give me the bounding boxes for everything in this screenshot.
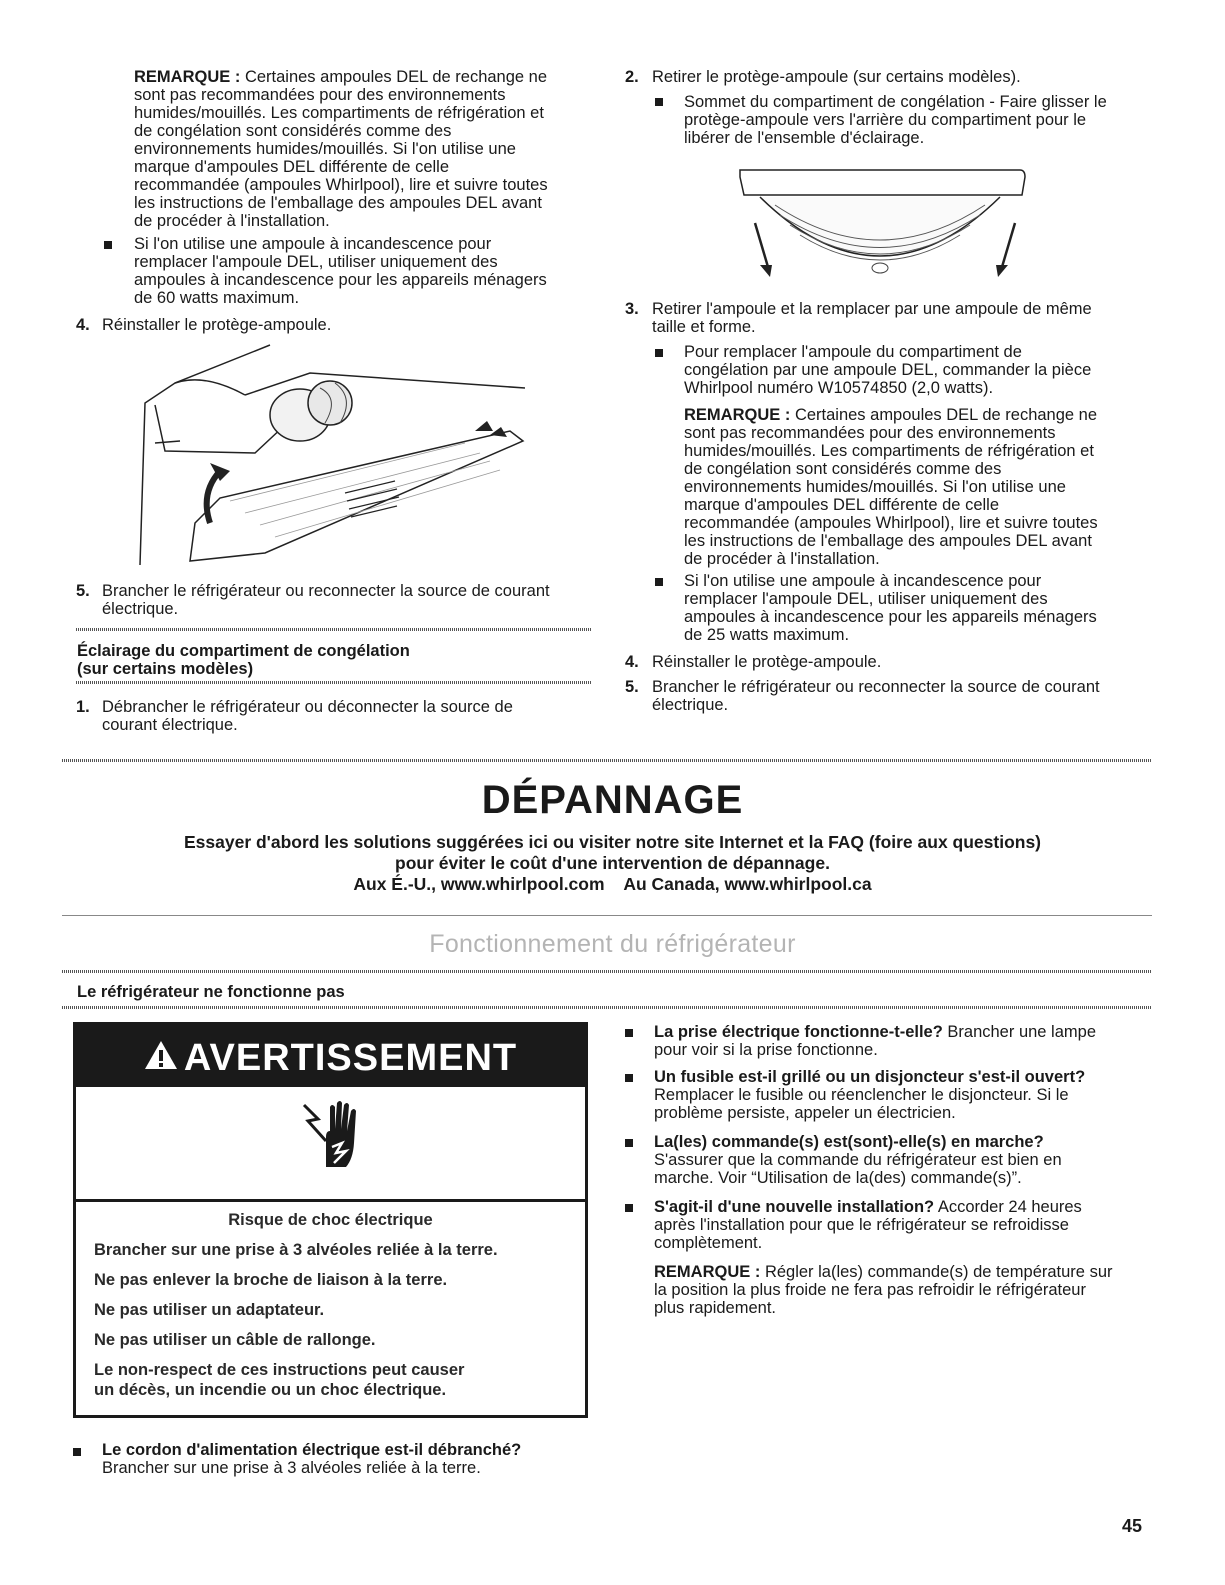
page-number: 45 — [1122, 1516, 1143, 1536]
warning-box — [73, 1022, 588, 1418]
shock-hazard-icon — [76, 1097, 585, 1182]
lamp-shield-illustration — [135, 343, 525, 568]
left-bullet-text: Si l'on utilise une ampoule à incandescence pour remplacer l'ampoule DEL, utiliser uniquement des ampoules à incandescence pour les appareils ménagers de 60 watts maximum. — [134, 235, 547, 307]
warning-line: un décès, un incendie ou un choc électrique. — [94, 1381, 447, 1399]
intro-text: Essayer d'abord les solutions suggérées ici ou visiter notre site Internet et la FAQ (foire aux questions) pour éviter le coût d'une intervention de dépannage. Aux É.-U., www.whirlpool.com Au Canada, www.whirlpool.ca — [183, 832, 1042, 894]
warning-line: Ne pas enlever la broche de liaison à la terre. — [94, 1271, 448, 1289]
step-bullet-text: Si l'on utilise une ampoule à incandescence pour remplacer l'ampoule DEL, utiliser uniquement des ampoules à incandescence pour les appareils ménagers de 25 watts maximum. — [684, 572, 1097, 644]
step-number: 1. — [76, 698, 90, 716]
warning-line: Le non-respect de ces instructions peut causer — [94, 1361, 465, 1379]
bullet-icon — [625, 1074, 633, 1082]
note-label: REMARQUE : — [134, 68, 241, 86]
divider — [76, 628, 591, 631]
bullet-icon — [104, 241, 112, 249]
step-number: 5. — [625, 678, 639, 696]
note-label: REMARQUE : — [684, 406, 791, 424]
freezer-shield-illustration — [730, 165, 1040, 285]
step-text: Retirer le protège-ampoule (sur certains modèles). — [652, 68, 1021, 86]
subsection-heading: Le réfrigérateur ne fonctionne pas — [77, 983, 345, 1001]
bullet-icon — [655, 349, 663, 357]
bullet-icon — [655, 98, 663, 106]
step-text: Réinstaller le protège-ampoule. — [102, 316, 332, 334]
divider — [62, 1006, 1152, 1009]
warning-rule — [76, 1199, 585, 1202]
warning-line: Brancher sur une prise à 3 alvéoles reliée à la terre. — [94, 1241, 498, 1259]
left-note: REMARQUE : Certaines ampoules DEL de rechange ne sont pas recommandées pour des environnements humides/mouillés. Les compartiments de réfrigération et de congélation sont considérés comme des environnements humides/mouillés. Si l'on utilise une marque d'ampoules DEL différente de celle recommandée (ampoules Whirlpool), lire et suivre toutes les instructions de l'emballage des ampoules DEL avant de procéder à l'installation. — [134, 68, 548, 230]
bullet-icon — [625, 1204, 633, 1212]
check-item: Le cordon d'alimentation électrique est-il débranché? Brancher sur une prise à 3 alvéoles reliée à la terre. — [102, 1441, 522, 1477]
divider — [76, 681, 591, 684]
section-rule — [62, 915, 1152, 916]
freezer-light-heading: Éclairage du compartiment de congélation (sur certains modèles) — [77, 642, 410, 678]
step-text: Réinstaller le protège-ampoule. — [652, 653, 882, 671]
right-note: REMARQUE : Certaines ampoules DEL de rechange ne sont pas recommandées pour des environnements humides/mouillés. Les compartiments de réfrigération et de congélation sont considérés comme des environnements humides/mouillés. Si l'on utilise une marque d'ampoules DEL différente de celle recommandée (ampoules Whirlpool), lire et suivre toutes les instructions de l'emballage des ampoules DEL avant de procéder à l'installation. — [684, 406, 1098, 568]
step-number: 4. — [625, 653, 639, 671]
bullet-icon — [625, 1139, 633, 1147]
note-label: REMARQUE : — [654, 1263, 761, 1281]
step-bullet-text: Sommet du compartiment de congélation - Faire glisser le protège-ampoule vers l'arrière du compartiment pour le libérer de l'ensemble d'éclairage. — [684, 93, 1107, 147]
page-title: DÉPANNAGE — [481, 778, 744, 822]
step-number: 2. — [625, 68, 639, 86]
check-item: La(les) commande(s) est(sont)-elle(s) en marche? S'assurer que la commande du réfrigérateur est bien en marche. Voir “Utilisation de la(des) commande(s)”. — [654, 1133, 1062, 1187]
warning-line: Ne pas utiliser un adaptateur. — [94, 1301, 325, 1319]
step-number: 5. — [76, 582, 90, 600]
check-item: Un fusible est-il grillé ou un disjoncteur s'est-il ouvert? Remplacer le fusible ou réenclencher le disjoncteur. Si le problème persiste, appeler un électricien. — [654, 1068, 1086, 1122]
warning-triangle-icon — [144, 1027, 178, 1089]
step-bullet-text: Pour remplacer l'ampoule du compartiment de congélation par une ampoule DEL, commander la pièce Whirlpool numéro W10574850 (2,0 watts). — [684, 343, 1092, 397]
check-item: S'agit-il d'une nouvelle installation? Accorder 24 heures après l'installation pour que le réfrigérateur se refroidisse complètement. — [654, 1198, 1082, 1252]
final-note: REMARQUE : Régler la(les) commande(s) de température sur la position la plus froide ne fera pas refroidir le réfrigérateur plus rapidement. — [654, 1263, 1113, 1317]
divider — [62, 970, 1152, 973]
step-number: 3. — [625, 300, 639, 318]
step-number: 4. — [76, 316, 90, 334]
bullet-icon — [625, 1029, 633, 1037]
step-text: Débrancher le réfrigérateur ou déconnecter la source de courant électrique. — [102, 698, 513, 734]
check-item: La prise électrique fonctionne-t-elle? Brancher une lampe pour voir si la prise fonctionne. — [654, 1023, 1096, 1059]
bullet-icon — [655, 578, 663, 586]
warning-line: Ne pas utiliser un câble de rallonge. — [94, 1331, 376, 1349]
warning-header: AVERTISSEMENT — [76, 1025, 585, 1087]
step-text: Brancher le réfrigérateur ou reconnecter la source de courant électrique. — [652, 678, 1100, 714]
bullet-icon — [73, 1448, 81, 1456]
step-text: Retirer l'ampoule et la remplacer par une ampoule de même taille et forme. — [652, 300, 1092, 336]
step-text: Brancher le réfrigérateur ou reconnecter la source de courant électrique. — [102, 582, 550, 618]
divider — [62, 759, 1152, 762]
section-title: Fonctionnement du réfrigérateur — [429, 930, 796, 958]
warning-title: Risque de choc électrique — [228, 1211, 433, 1229]
